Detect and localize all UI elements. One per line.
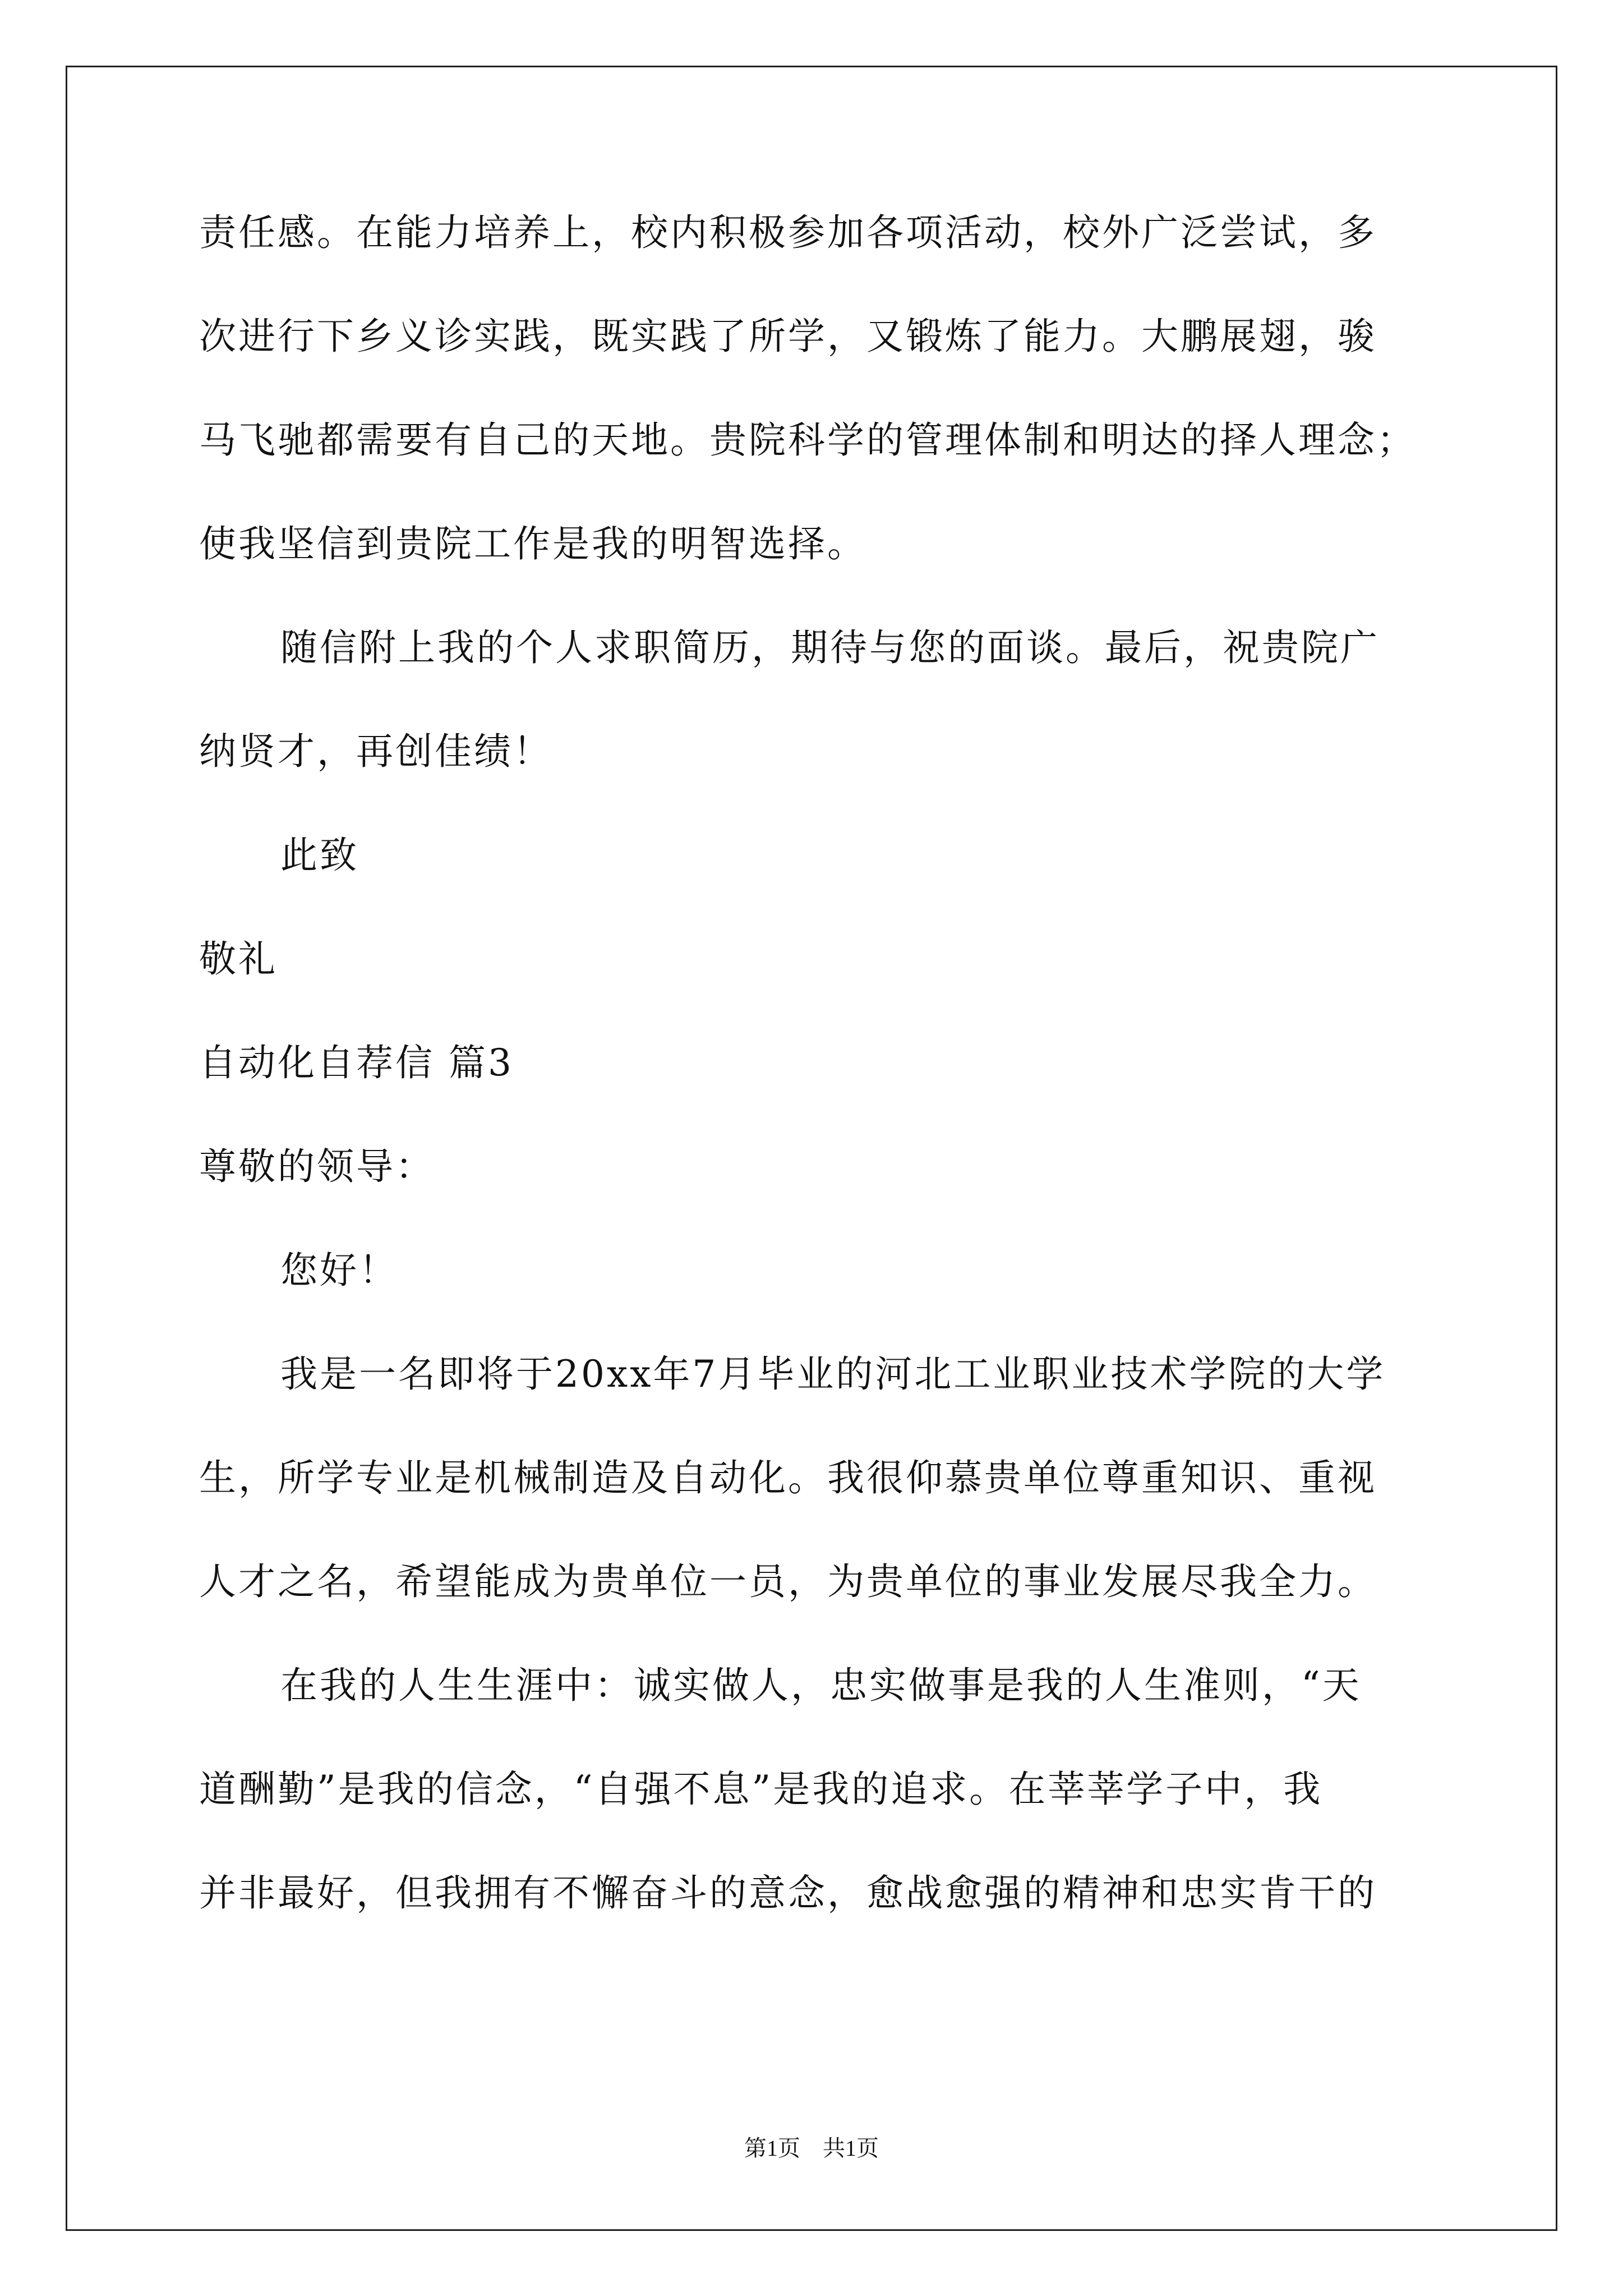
text-line: 随信附上我的个人求职简历，期待与您的面谈。最后，祝贵院广 <box>280 626 1380 669</box>
text-line: 并非最好，但我拥有不懈奋斗的意念，愈战愈强的精神和忠实肯干的 <box>199 1871 1377 1915</box>
text-line: 在我的人生生涯中：诚实做人，忠实做事是我的人生准则，“天 <box>280 1664 1362 1707</box>
salutation-regards: 敬礼 <box>199 937 278 981</box>
greeting: 尊敬的领导： <box>199 1145 435 1188</box>
text-line: 人才之名，希望能成为贵单位一员，为贵单位的事业发展尽我全力。 <box>199 1560 1377 1603</box>
text-line: 道酬勤”是我的信念，“自强不息”是我的追求。在莘莘学子中，我 <box>199 1768 1323 1811</box>
salutation-closing: 此致 <box>280 834 359 877</box>
text-line: 我是一名即将于20xx年7月毕业的河北工业职业技术学院的大学 <box>280 1352 1386 1396</box>
text-line: 责任感。在能力培养上，校内积极参加各项活动，校外广泛尝试，多 <box>199 211 1377 254</box>
text-line: 次进行下乡义诊实践，既实践了所学，又锻炼了能力。大鹏展翅，骏 <box>199 315 1377 358</box>
text-line: 马飞驰都需要有自己的天地。贵院科学的管理体制和明达的择人理念； <box>199 418 1416 462</box>
text-line: 使我坚信到贵院工作是我的明智选择。 <box>199 522 866 565</box>
page-number-footer: 第1页 共1页 <box>744 2136 879 2161</box>
text-line: 纳贤才，再创佳绩！ <box>199 730 552 773</box>
section-heading: 自动化自荐信 篇3 <box>199 1041 514 1084</box>
greeting-hello: 您好！ <box>280 1249 398 1292</box>
text-line: 生，所学专业是机械制造及自动化。我很仰慕贵单位尊重知识、重视 <box>199 1456 1377 1499</box>
